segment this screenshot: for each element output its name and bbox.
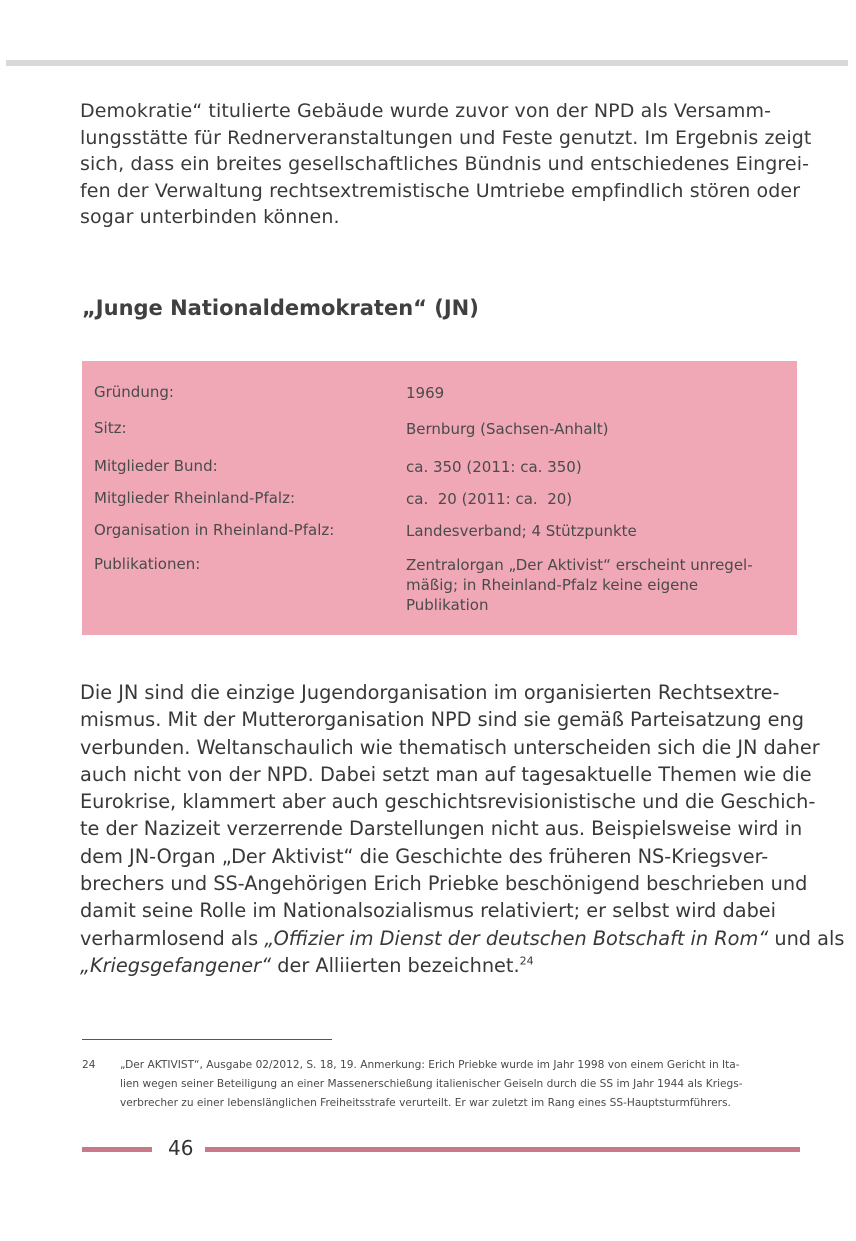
footnote-number: 24: [82, 1059, 96, 1071]
text-line: [80, 952, 800, 979]
info-value: 1969: [406, 384, 445, 402]
footnote-line: „Der AKTIVIST“, Ausgabe 02/2012, S. 18, 19. Anmerkung: Erich Priebke wurde im Jahr 1998 von einem Gericht in Ita-: [120, 1059, 740, 1071]
text-line: sogar unterbinden können.: [80, 206, 340, 228]
info-label: Mitglieder Bund:: [94, 457, 218, 475]
info-value: ca. 20 (2011: ca. 20): [406, 490, 573, 508]
text-line: Demokratie“ titulierte Gebäude wurde zuvor von der NPD als Versamm-: [80, 100, 772, 122]
footer-bar-right: [205, 1147, 800, 1152]
footnote-rule: [82, 1039, 332, 1040]
main-paragraph: [80, 679, 845, 979]
info-value-line: Publikation: [406, 596, 489, 614]
text-line: lungsstätte für Rednerveranstaltungen und Feste genutzt. Im Ergebnis zeigt: [80, 126, 812, 149]
info-value: ca. 350 (2011: ca. 350): [406, 458, 582, 476]
info-value: [406, 555, 786, 615]
quote-officer: „Offizier im Dienst der deutschen Botschaft in Rom“: [264, 926, 769, 950]
intro-paragraph: [80, 98, 812, 231]
text-fragment: der Alliierten bezeichnet.: [271, 953, 520, 977]
info-label: Mitglieder Rheinland-Pfalz:: [94, 489, 296, 507]
text-line: damit seine Rolle im Nationalsozialismus relativiert; er selbst wird dabei: [80, 899, 777, 923]
section-heading: „Junge Nationaldemokraten“ (JN): [82, 296, 479, 320]
footnote-text: [120, 1056, 802, 1113]
page-number: 46: [168, 1136, 194, 1160]
info-value: Landesverband; 4 Stützpunkte: [406, 522, 637, 540]
info-value-line: mäßig; in Rheinland-Pfalz keine eigene: [406, 576, 699, 594]
text-fragment: und als: [768, 926, 845, 950]
text-line: verbunden. Weltanschaulich wie thematisch unterscheiden sich die JN daher: [80, 735, 820, 759]
text-fragment: verharmlosend als: [80, 926, 265, 950]
header-rule: [6, 60, 848, 66]
info-label: Organisation in Rheinland-Pfalz:: [94, 521, 335, 539]
info-label: Gründung:: [94, 383, 174, 401]
text-line: auch nicht von der NPD. Dabei setzt man auf tagesaktuelle Themen wie die: [80, 762, 812, 786]
text-line: te der Nazizeit verzerrende Darstellungen nicht aus. Beispielsweise wird in: [80, 817, 803, 841]
info-label: Publikationen:: [94, 555, 201, 573]
text-line: mismus. Mit der Mutterorganisation NPD sind sie gemäß Parteisatzung eng: [80, 708, 804, 732]
text-line: fen der Verwaltung rechtsextremistische Umtriebe empfindlich stören oder: [80, 179, 801, 202]
footer-bar-left: [82, 1147, 152, 1152]
footnote-line: verbrecher zu einer lebenslänglichen Freiheitsstrafe verurteilt. Er war zuletzt im Rang eines SS-Hauptsturmführers.: [120, 1097, 731, 1109]
text-line: dem JN-Organ „Der Aktivist“ die Geschichte des früheren NS-Kriegsver-: [80, 844, 769, 868]
text-line: brechers und SS-Angehörigen Erich Priebke beschönigend beschrieben und: [80, 872, 808, 896]
text-line: [80, 925, 845, 952]
info-value-line: Zentralorgan „Der Aktivist“ erscheint unregel-: [406, 556, 753, 574]
text-line: Die JN sind die einzige Jugendorganisation im organisierten Rechtsextre-: [80, 681, 780, 704]
info-label: Sitz:: [94, 419, 127, 437]
footnote-reference[interactable]: 24: [519, 954, 534, 968]
info-value: Bernburg (Sachsen-Anhalt): [406, 420, 609, 438]
quote-prisoner: „Kriegsgefangener“: [80, 953, 272, 977]
text-line: sich, dass ein breites gesellschaftliches Bündnis und entschiedenes Eingrei-: [80, 153, 810, 175]
text-line: Eurokrise, klammert aber auch geschichtsrevisionistische und die Geschich-: [80, 790, 816, 814]
footnote-line: lien wegen seiner Beteiligung an einer Massenerschießung italienischer Geiseln durch die SS im Jahr 1944 als Kriegs-: [120, 1078, 743, 1090]
info-box: [82, 361, 797, 635]
